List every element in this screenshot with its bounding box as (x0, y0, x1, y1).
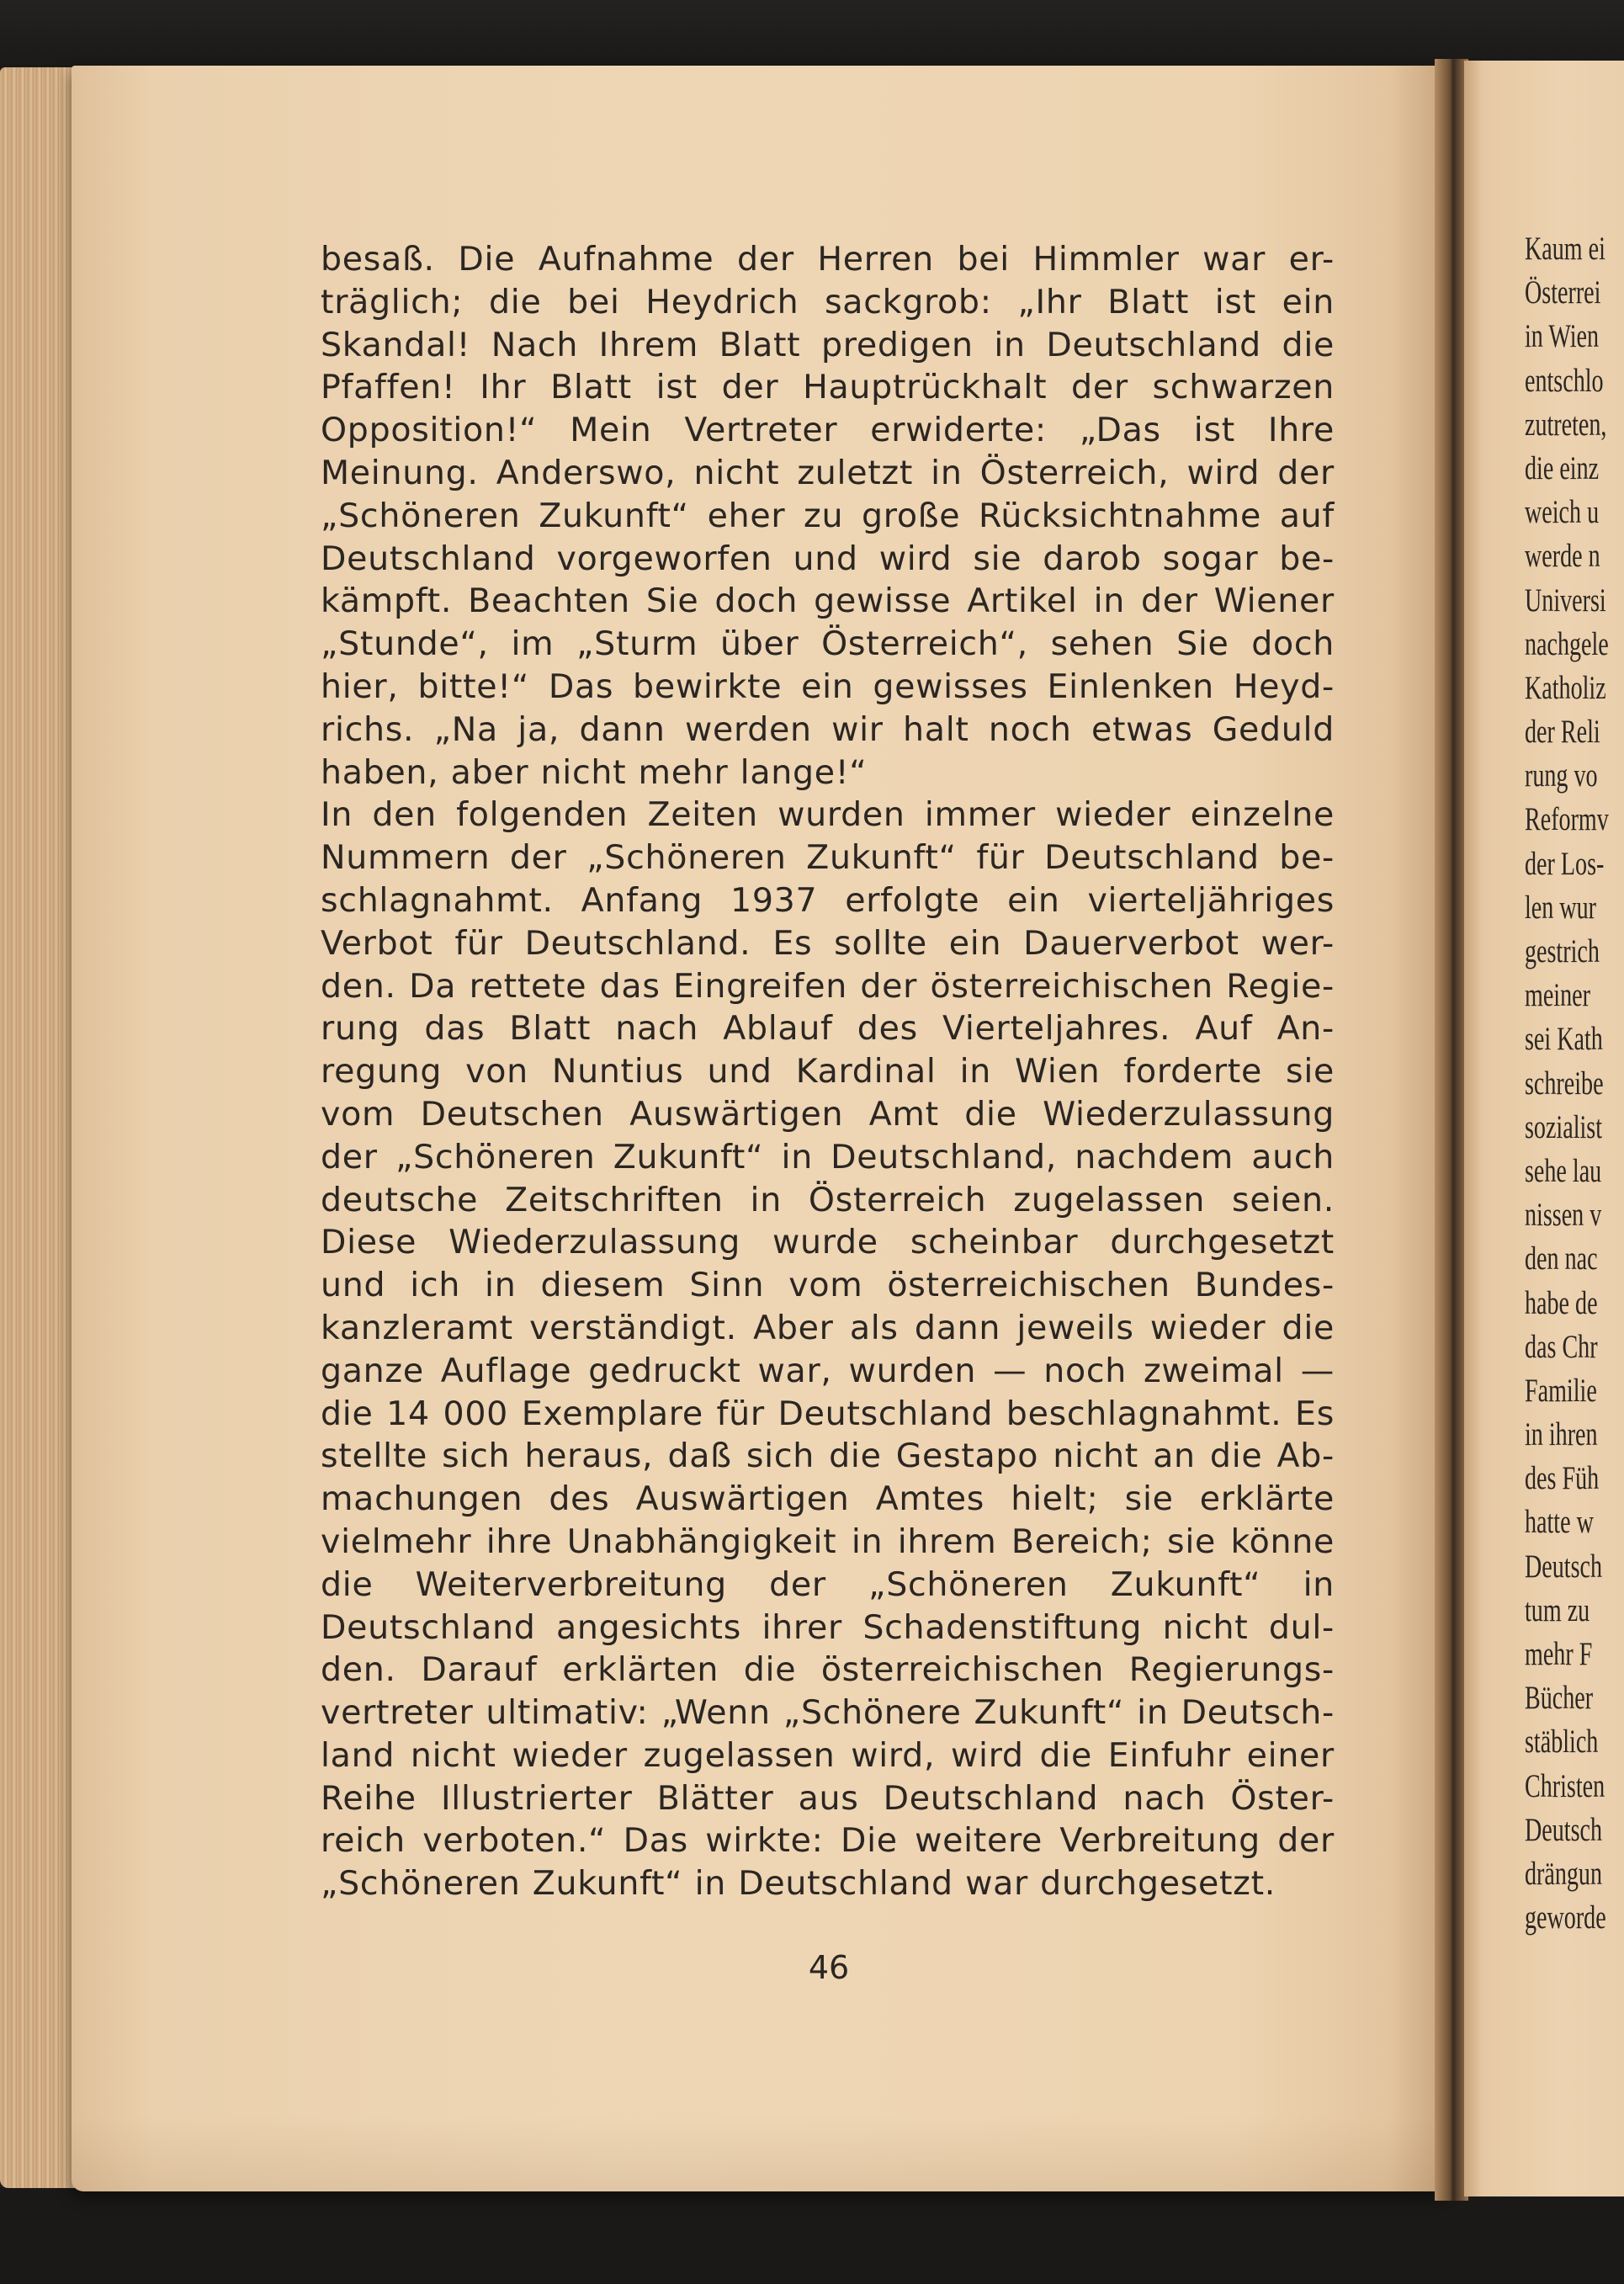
text-fragment: Familie (1525, 1372, 1597, 1409)
text-line: Opposition!“ Mein Vertreter erwiderte: „Das ist Ihre (321, 411, 1335, 450)
text-line: die Weiterverbreitung der „Schöneren Zukunft“ in (321, 1564, 1335, 1604)
text-fragment: sei Kath (1525, 1021, 1603, 1058)
text-fragment: gestrich (1525, 933, 1600, 969)
text-fragment: drängun (1525, 1855, 1603, 1892)
text-fragment: Deutsch (1525, 1811, 1603, 1848)
text-fragment: Kaum ei (1525, 231, 1605, 267)
text-fragment: schreibe (1525, 1065, 1604, 1102)
text-line: den. Da rettete das Eingreifen der österreichischen Regie- (321, 966, 1335, 1006)
text-fragment: weich u (1525, 494, 1600, 531)
text-fragment: zutreten, (1525, 406, 1607, 443)
text-line: rung das Blatt nach Ablauf des Vierteljahres. Auf An- (321, 1009, 1335, 1049)
text-fragment: werde n (1525, 538, 1600, 575)
text-fragment: nissen v (1525, 1197, 1602, 1234)
scan-background-bottom (0, 2188, 1624, 2284)
text-fragment: tum zu (1525, 1591, 1590, 1628)
text-line: vielmehr ihre Unabhängigkeit in ihrem Bereich; sie könne (321, 1522, 1335, 1561)
text-fragment: len wur (1525, 889, 1597, 926)
text-line: land nicht wieder zugelassen wird, wird die Einfuhr einer (321, 1735, 1335, 1775)
text-fragment: sehe lau (1525, 1152, 1602, 1189)
text-line: hier, bitte!“ Das bewirkte ein gewisses Einlenken Heyd- (321, 667, 1335, 706)
text-line: schlagnahmt. Anfang 1937 erfolgte ein vierteljähriges (321, 880, 1335, 920)
text-fragment: Reformv (1525, 801, 1609, 838)
text-line: vertreter ultimativ: „Wenn „Schönere Zukunft“ in Deutsch- (321, 1693, 1335, 1733)
text-line: Deutschland vorgeworfen und wird sie darob sogar be- (321, 539, 1335, 578)
text-line: kanzleramt verständigt. Aber als dann jeweils wieder die (321, 1308, 1335, 1347)
book-gutter (1435, 59, 1468, 2201)
text-fragment: nachgele (1525, 625, 1609, 662)
text-line: „Stunde“, im „Sturm über Österreich“, sehen Sie doch (321, 624, 1335, 664)
text-line: und ich in diesem Sinn vom österreichischen Bundes- (321, 1266, 1335, 1305)
text-line: regung von Nuntius und Kardinal in Wien forderte sie (321, 1052, 1335, 1092)
text-line: deutsche Zeitschriften in Österreich zugelassen seien. (321, 1180, 1335, 1219)
text-line: richs. „Na ja, dann werden wir halt noch etwas Geduld (321, 709, 1335, 749)
text-line: die 14 000 Exemplare für Deutschland beschlagnahmt. Es (321, 1394, 1335, 1433)
text-line: besaß. Die Aufnahme der Herren bei Himmler war er- (321, 240, 1335, 279)
text-fragment: stäblich (1525, 1724, 1599, 1761)
text-line: der „Schöneren Zukunft“ in Deutschland, nachdem auch (321, 1137, 1335, 1177)
text-line: Pfaffen! Ihr Blatt ist der Hauptrückhalt der schwarzen (321, 368, 1335, 407)
text-fragment: Bücher (1525, 1680, 1594, 1717)
page-number: 46 (808, 1949, 850, 1986)
text-fragment: Universi (1525, 582, 1606, 619)
text-fragment: des Füh (1525, 1460, 1600, 1497)
text-fragment: der Reli (1525, 714, 1600, 751)
text-line: „Schöneren Zukunft“ eher zu große Rücksichtnahme auf (321, 496, 1335, 535)
text-fragment: in Wien (1525, 318, 1600, 355)
text-line: kämpft. Beachten Sie doch gewisse Artikel in der Wiener (321, 582, 1335, 621)
text-line: Verbot für Deutschland. Es sollte ein Dauerverbot wer- (321, 923, 1335, 963)
text-line: Nummern der „Schöneren Zukunft“ für Deutschland be- (321, 838, 1335, 878)
text-fragment: die einz (1525, 449, 1600, 486)
text-fragment: hatte w (1525, 1504, 1594, 1541)
text-fragment: der Los- (1525, 845, 1605, 882)
text-fragment: Katholiz (1525, 669, 1606, 706)
text-line: Reihe Illustrierter Blätter aus Deutschland nach Öster- (321, 1778, 1335, 1818)
text-line: vom Deutschen Auswärtigen Amt die Wiederzulassung (321, 1094, 1335, 1134)
text-fragment: rung vo (1525, 757, 1598, 794)
text-line: machungen des Auswärtigen Amtes hielt; sie erklärte (321, 1479, 1335, 1519)
right-page-text-fragments (1525, 227, 1609, 1940)
text-fragment: geworde (1525, 1899, 1606, 1936)
text-fragment: sozialist (1525, 1108, 1603, 1145)
text-fragment: in ihren (1525, 1416, 1598, 1453)
text-fragment: entschlo (1525, 362, 1604, 399)
text-line: träglich; die bei Heydrich sackgrob: „Ihr Blatt ist ein (321, 282, 1335, 321)
text-line: reich verboten.“ Das wirkte: Die weitere Verbreitung der (321, 1821, 1335, 1861)
text-line: ganze Auflage gedruckt war, wurden — noch zweimal — (321, 1351, 1335, 1390)
text-fragment: mehr F (1525, 1636, 1593, 1672)
scan-background-top (0, 0, 1624, 76)
text-line: Meinung. Anderswo, nicht zuletzt in Österreich, wird der (321, 453, 1335, 492)
text-fragment: den nac (1525, 1240, 1598, 1277)
text-fragment: meiner (1525, 977, 1590, 1014)
text-line: In den folgenden Zeiten wurden immer wieder einzelne (321, 795, 1335, 835)
text-fragment: habe de (1525, 1284, 1598, 1321)
text-fragment: Deutsch (1525, 1548, 1603, 1585)
text-line: „Schöneren Zukunft“ in Deutschland war durchgesetzt. (321, 1864, 1276, 1904)
text-fragment: das Chr (1525, 1328, 1598, 1365)
text-line: Diese Wiederzulassung wurde scheinbar durchgesetzt (321, 1223, 1335, 1262)
book-page-edges (0, 67, 80, 2188)
text-line: Deutschland angesichts ihrer Schadenstiftung nicht dul- (321, 1607, 1335, 1647)
text-line: stellte sich heraus, daß sich die Gestapo nicht an die Ab- (321, 1437, 1335, 1476)
text-line: haben, aber nicht mehr lange!“ (321, 752, 868, 792)
text-line: Skandal! Nach Ihrem Blatt predigen in Deutschland die (321, 325, 1335, 364)
text-fragment: Österrei (1525, 274, 1601, 311)
text-line: den. Darauf erklärten die österreichischen Regierungs- (321, 1650, 1335, 1690)
left-page-body-text (321, 238, 1335, 1905)
text-fragment: Christen (1525, 1767, 1605, 1804)
